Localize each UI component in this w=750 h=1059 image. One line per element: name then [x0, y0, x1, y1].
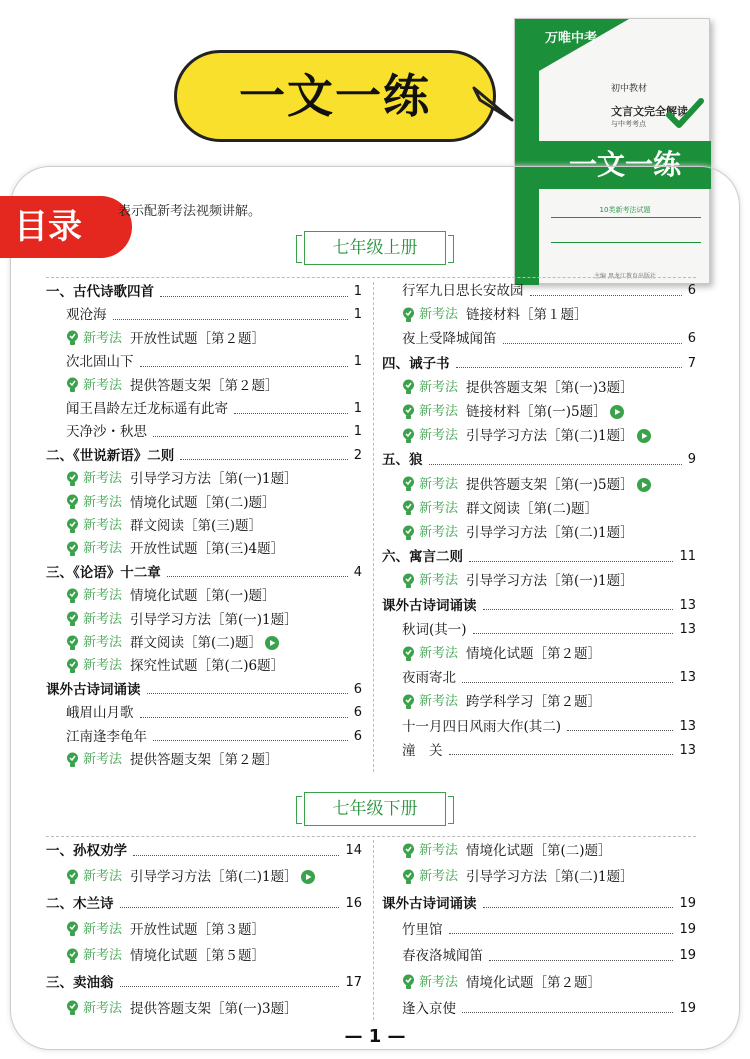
toc-page-number: 13	[679, 670, 696, 686]
toc-page-number: 7	[687, 355, 696, 371]
toc-chapter[interactable]	[46, 678, 362, 702]
toc-page-number: 6	[353, 681, 362, 697]
bulb-icon	[402, 974, 415, 991]
toc-new-method[interactable]	[66, 997, 362, 1021]
new-method-label: 新考法	[419, 573, 459, 589]
toc-new-method[interactable]	[402, 865, 696, 889]
toc-text: 情境化试题［第５题］	[130, 948, 266, 965]
toc-text: 竹里馆	[402, 921, 443, 938]
toc-page-number: 11	[679, 549, 696, 565]
leader-dots	[449, 754, 674, 755]
new-method-label: 新考法	[83, 948, 123, 964]
toc-text: 次北固山下	[66, 354, 134, 371]
new-method-label: 新考法	[83, 541, 123, 557]
video-play-icon[interactable]	[301, 870, 315, 884]
toc-page-number: 9	[687, 452, 696, 468]
toc-new-method[interactable]	[66, 918, 362, 942]
toc-text: 闻王昌龄左迁龙标遥有此寄	[66, 401, 228, 417]
bulb-icon	[402, 500, 415, 517]
bulb-icon	[402, 525, 415, 542]
toc-new-method[interactable]	[402, 971, 696, 995]
toc-new-method[interactable]	[66, 327, 362, 351]
toc-page-number: 6	[687, 331, 696, 347]
leader-dots	[180, 459, 347, 460]
toc-new-method[interactable]	[66, 514, 362, 538]
toc-text: 情境化试题［第(二)题］	[466, 843, 612, 859]
bulb-icon	[66, 752, 79, 769]
leader-dots	[567, 730, 673, 731]
bulb-icon	[402, 476, 415, 493]
toc-text: 夜雨寄北	[402, 670, 456, 687]
bulb-icon	[66, 869, 79, 886]
bulb-icon	[402, 573, 415, 590]
leader-dots	[462, 682, 673, 683]
toc-page-number: 1	[353, 307, 362, 323]
toc-new-method[interactable]	[66, 944, 362, 968]
bulb-icon	[66, 471, 79, 488]
toc-text: 开放性试题［第(三)4题］	[130, 541, 285, 558]
leader-dots	[530, 295, 682, 296]
toc-entry[interactable]	[402, 739, 696, 763]
toc-entry[interactable]	[66, 420, 362, 444]
leader-dots	[483, 907, 674, 908]
toc-entry[interactable]	[66, 350, 362, 374]
toc-text: 开放性试题［第２题］	[130, 330, 266, 347]
toc-text: 提供答题支架［第(一)3题］	[130, 1000, 298, 1017]
new-method-label: 新考法	[83, 330, 123, 346]
leader-dots	[462, 1012, 673, 1013]
toc-entry[interactable]	[66, 397, 362, 421]
toc-text: 江南逢李龟年	[66, 728, 147, 745]
toc-new-method[interactable]	[66, 584, 362, 608]
toc-badge: 目录	[0, 196, 132, 258]
leader-dots	[140, 717, 348, 718]
book-band-title: 一文一练	[539, 141, 711, 189]
toc-text: 情境化试题［第２题］	[466, 974, 602, 991]
toc-page-number: 19	[679, 948, 696, 964]
leader-dots	[120, 907, 340, 908]
toc-new-method[interactable]	[402, 521, 696, 545]
new-method-label: 新考法	[419, 500, 459, 516]
toc-text: 夜上受降城闻笛	[402, 331, 497, 348]
toc-text: 五、狼	[382, 452, 423, 469]
new-method-label: 新考法	[83, 1000, 123, 1016]
leader-dots	[456, 367, 682, 368]
toc-new-method[interactable]	[66, 631, 362, 655]
toc-new-method[interactable]	[66, 537, 362, 561]
toc-text: 提供答题支架［第２题］	[130, 752, 279, 768]
bulb-icon	[402, 404, 415, 421]
bulb-icon	[402, 307, 415, 324]
toc-text: 十一月四日风雨大作(其二)	[402, 718, 562, 735]
new-method-label: 新考法	[419, 404, 459, 419]
bulb-icon	[66, 330, 79, 347]
bulb-icon	[66, 1000, 79, 1017]
toc-text: 提供答题支架［第２题］	[130, 377, 279, 394]
toc-page-number: 1	[353, 424, 362, 440]
toc-entry[interactable]	[402, 715, 696, 739]
toc-new-method[interactable]	[402, 424, 696, 448]
toc-text: 引导学习方法［第(一)1题］	[130, 611, 298, 628]
toc-text: 引导学习方法［第(一)1题］	[466, 573, 634, 590]
leader-dots	[429, 464, 682, 465]
toc-text: 链接材料［第(一)5题］	[466, 404, 607, 420]
toc-new-method[interactable]	[402, 642, 696, 666]
leader-dots	[469, 561, 673, 562]
toc-page-number: 4	[353, 564, 362, 580]
bulb-icon	[402, 379, 415, 396]
new-method-label: 新考法	[419, 694, 459, 710]
leader-dots	[234, 413, 348, 414]
toc-text: 跨学科学习［第２题］	[466, 694, 602, 711]
bulb-icon	[402, 694, 415, 711]
toc-text: 天净沙・秋思	[66, 424, 147, 441]
book-logo: 万唯中考	[545, 31, 598, 46]
bulb-icon	[66, 611, 79, 628]
toc-chapter[interactable]	[46, 444, 362, 468]
leader-dots	[153, 436, 348, 437]
leader-dots	[160, 296, 348, 297]
leader-dots	[449, 933, 674, 934]
toc-text: 课外古诗词诵读	[46, 681, 141, 698]
toc-text: 一、古代诗歌四首	[46, 284, 154, 300]
new-method-label: 新考法	[419, 525, 459, 540]
bulb-icon	[402, 428, 415, 445]
toc-entry[interactable]	[402, 997, 696, 1021]
toc-new-method[interactable]	[402, 839, 696, 863]
video-play-icon[interactable]	[637, 478, 651, 492]
leader-dots	[153, 740, 348, 741]
toc-text: 引导学习方法［第(二)1题］	[466, 525, 634, 541]
toc-text: 群文阅读［第(三)题］	[130, 518, 263, 534]
toc-new-method[interactable]	[66, 374, 362, 398]
toc-text: 课外古诗词诵读	[382, 895, 477, 912]
toc-new-method[interactable]	[402, 376, 696, 400]
toc-entry[interactable]	[402, 327, 696, 351]
leader-dots	[473, 633, 674, 634]
bulb-icon	[66, 635, 79, 652]
toc-new-method[interactable]	[66, 654, 362, 678]
toc-text: 群文阅读［第(二)题］	[466, 500, 599, 517]
new-method-label: 新考法	[83, 869, 123, 885]
bulb-icon	[66, 494, 79, 511]
toc-text: 二、木兰诗	[46, 895, 114, 912]
toc-chapter[interactable]	[46, 561, 362, 585]
toc-chapter[interactable]	[382, 545, 696, 569]
bulb-icon	[66, 588, 79, 605]
bulb-icon	[66, 518, 79, 535]
toc-text: 行军九日思长安故园	[402, 283, 524, 299]
toc-page-number: 6	[687, 283, 696, 298]
toc-text: 引导学习方法［第(二)1题］	[466, 869, 634, 886]
toc-chapter[interactable]	[382, 352, 696, 376]
new-method-label: 新考法	[419, 646, 459, 661]
bubble-title: 一文一练	[239, 69, 431, 123]
toc-text: 探究性试题［第(二)6题］	[130, 658, 285, 675]
toc-text: 观沧海	[66, 307, 107, 324]
toc-text: 一、孙权劝学	[46, 843, 127, 859]
toc-new-method[interactable]	[402, 303, 696, 327]
toc-text: 链接材料［第１题］	[466, 307, 588, 324]
toc-chapter[interactable]	[46, 892, 362, 916]
toc-text: 二、《世说新语》二则	[46, 447, 175, 464]
video-play-icon[interactable]	[610, 405, 624, 419]
toc-text: 潼 关	[402, 742, 443, 759]
divider	[46, 277, 696, 278]
bulb-icon	[402, 869, 415, 886]
section-title-grade7-1: 七年级上册	[304, 231, 446, 265]
toc-text: 峨眉山月歌	[66, 705, 134, 722]
bulb-icon	[66, 948, 79, 965]
toc-text: 秋词(其一)	[402, 621, 467, 638]
new-method-label: 新考法	[419, 974, 459, 990]
toc-text: 提供答题支架［第(一)5题］	[466, 476, 634, 493]
toc-page-number: 13	[679, 621, 696, 637]
new-method-label: 新考法	[83, 611, 123, 627]
new-method-label: 新考法	[83, 588, 123, 604]
toc-page-number: 1	[353, 401, 362, 416]
bulb-icon	[402, 646, 415, 663]
toc-new-method[interactable]	[402, 690, 696, 714]
book-small-text: 10类新考法试题	[599, 206, 651, 214]
toc-page-number: 6	[353, 728, 362, 744]
bulb-icon	[66, 921, 79, 938]
column-divider	[373, 840, 374, 1020]
leader-dots	[147, 693, 348, 694]
toc-chapter[interactable]	[382, 448, 696, 472]
toc-entry[interactable]	[66, 303, 362, 327]
toc-new-method[interactable]	[402, 569, 696, 593]
toc-text: 引导学习方法［第(二)1题］	[130, 869, 298, 886]
toc-text: 情境化试题［第２题］	[466, 646, 602, 662]
bulb-icon	[66, 541, 79, 558]
toc-new-method[interactable]	[402, 497, 696, 521]
leader-dots	[489, 960, 673, 961]
toc-new-method[interactable]	[66, 608, 362, 632]
book-series: 初中教材	[611, 84, 648, 94]
toc-text: 课外古诗词诵读	[382, 597, 477, 614]
toc-chapter[interactable]	[46, 971, 362, 995]
toc-entry[interactable]	[402, 944, 696, 968]
toc-page-number: 13	[679, 597, 696, 613]
video-play-icon[interactable]	[265, 636, 279, 650]
leader-dots	[483, 609, 674, 610]
leader-dots	[133, 855, 339, 856]
toc-page-number: 2	[353, 447, 362, 463]
new-method-label: 新考法	[419, 476, 459, 492]
toc-page-number: 1	[353, 284, 362, 299]
toc-page-number: 14	[345, 843, 362, 858]
toc-text: 逢入京使	[402, 1000, 456, 1017]
check-icon	[665, 97, 705, 131]
new-method-label: 新考法	[419, 428, 459, 444]
toc-text: 四、诫子书	[382, 355, 450, 372]
toc-text: 群文阅读［第(二)题］	[130, 635, 263, 651]
toc-text: 三、卖油翁	[46, 974, 114, 991]
new-method-label: 新考法	[83, 921, 123, 937]
video-note: 表示配新考法视频讲解。	[118, 204, 262, 219]
toc-chapter[interactable]	[382, 594, 696, 618]
video-play-icon[interactable]	[637, 429, 651, 443]
toc-text: 提供答题支架［第(一)3题］	[466, 379, 634, 396]
new-method-label: 新考法	[419, 379, 459, 395]
toc-new-method[interactable]	[66, 467, 362, 491]
new-method-label: 新考法	[83, 658, 123, 674]
toc-text: 情境化试题［第(二)题］	[130, 494, 276, 511]
toc-new-method[interactable]	[66, 491, 362, 515]
new-method-label: 新考法	[83, 494, 123, 510]
toc-chapter[interactable]	[46, 280, 362, 304]
toc-text: 六、寓言二则	[382, 549, 463, 566]
toc-chapter[interactable]	[46, 839, 362, 863]
toc-entry[interactable]	[402, 618, 696, 642]
page-number: — 1 —	[344, 1026, 406, 1047]
toc-text: 开放性试题［第３题］	[130, 921, 266, 938]
new-method-label: 新考法	[419, 843, 459, 858]
new-method-label: 新考法	[83, 377, 123, 393]
leader-dots	[503, 343, 682, 344]
book-subtitle-2: 与中考考点	[611, 120, 646, 128]
new-method-label: 新考法	[419, 307, 459, 323]
toc-entry[interactable]	[66, 725, 362, 749]
toc-page-number: 19	[679, 1000, 696, 1016]
new-method-label: 新考法	[83, 471, 123, 487]
bulb-icon	[66, 658, 79, 675]
toc-text: 引导学习方法［第(一)1题］	[130, 471, 298, 488]
leader-dots	[167, 576, 348, 577]
toc-new-method[interactable]	[402, 400, 696, 424]
bulb-icon	[66, 377, 79, 394]
toc-page-number: 19	[679, 895, 696, 911]
new-method-label: 新考法	[83, 635, 123, 650]
column-divider	[373, 282, 374, 772]
new-method-label: 新考法	[83, 752, 123, 767]
toc-text: 三、《论语》十二章	[46, 564, 161, 581]
toc-page-number: 13	[679, 742, 696, 758]
toc-page-number: 6	[353, 705, 362, 721]
toc-chapter[interactable]	[382, 892, 696, 916]
toc-page-number: 16	[345, 895, 362, 911]
toc-new-method[interactable]	[66, 865, 362, 889]
toc-page-number: 1	[353, 354, 362, 370]
toc-text: 引导学习方法［第(二)1题］	[466, 428, 634, 445]
toc-entry[interactable]	[402, 279, 696, 303]
divider	[46, 836, 696, 837]
leader-dots	[140, 366, 348, 367]
toc-new-method[interactable]	[66, 748, 362, 772]
section-title-grade7-2: 七年级下册	[304, 792, 446, 826]
new-method-label: 新考法	[419, 869, 459, 885]
book-subtitle: 文言文完全解读	[611, 105, 688, 118]
toc-new-method[interactable]	[402, 473, 696, 497]
toc-entry[interactable]	[66, 701, 362, 725]
toc-page-number: 13	[679, 718, 696, 734]
toc-page-number: 17	[345, 974, 362, 990]
bulb-icon	[402, 843, 415, 860]
toc-entry[interactable]	[402, 666, 696, 690]
toc-entry[interactable]	[402, 918, 696, 942]
toc-page-number: 19	[679, 921, 696, 937]
toc-text: 情境化试题［第(一)题］	[130, 588, 276, 605]
new-method-label: 新考法	[83, 518, 123, 533]
toc-text: 春夜洛城闻笛	[402, 948, 483, 965]
book-footer: 主编 黑龙江教育出版社	[594, 273, 656, 280]
leader-dots	[113, 319, 348, 320]
leader-dots	[120, 986, 340, 987]
